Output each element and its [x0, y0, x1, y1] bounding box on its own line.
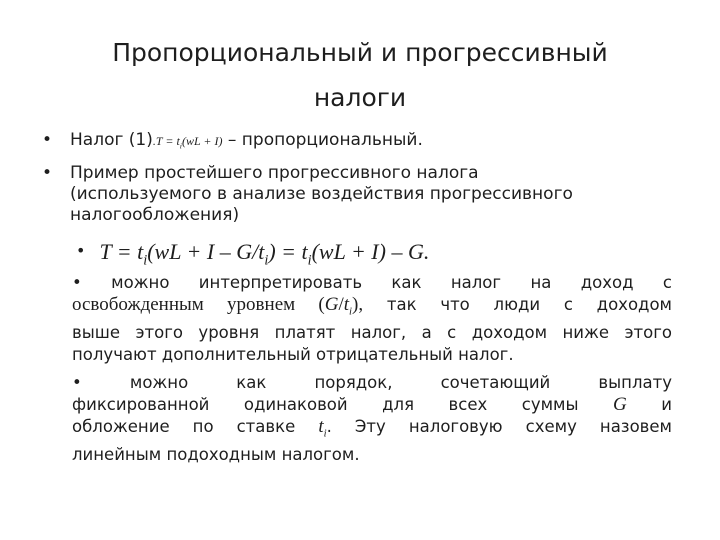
text-line: (используемого в анализе воздействия прогрессивного — [70, 184, 573, 204]
bullet-suffix: – пропорциональный. — [222, 130, 423, 150]
text-line: получают дополнительный отрицательный налог. — [72, 345, 514, 365]
bullet-text — [70, 130, 690, 156]
text-line: • можно как порядок, сочетающий выплату — [72, 373, 672, 392]
bullet-text — [70, 163, 690, 226]
bullet-marker: • — [42, 130, 53, 150]
inline-formula: $.T = t_i(wL + I)$ — [152, 134, 223, 151]
title-line-2: налоги — [313, 83, 407, 112]
bullet-prefix: Налог (1) — [70, 130, 153, 150]
text-line: фиксированной одинаковой для всех суммы G и — [72, 394, 672, 415]
bullet-marker: • — [76, 241, 86, 260]
text-line: обложение по ставке $t_i$. Эту налоговую схему назовем — [72, 416, 672, 440]
text-line: линейным подоходным налогом. — [72, 445, 360, 465]
subbullet-interpretation — [72, 272, 672, 366]
text-line: выше этого уровня платят налог, а с доходом ниже этого — [72, 323, 672, 343]
text-line: Пример простейшего прогрессивного налога — [70, 163, 479, 183]
bullet-marker: • — [42, 163, 53, 183]
text-line: • можно интерпретировать как налог на доход с — [72, 273, 672, 292]
title-line-1: Пропорциональный и прогрессивный — [112, 38, 608, 67]
progressive-tax-formula: • $T = t_i(wL + I - G/t_i) = t_i(wL + I) - G$. — [76, 239, 430, 269]
text-line: налогообложения) — [70, 205, 240, 225]
subbullet-linear-tax — [72, 372, 672, 466]
text-line: освобожденным уровнем $(G/t_i)$, так что люди с доходом — [72, 294, 672, 318]
